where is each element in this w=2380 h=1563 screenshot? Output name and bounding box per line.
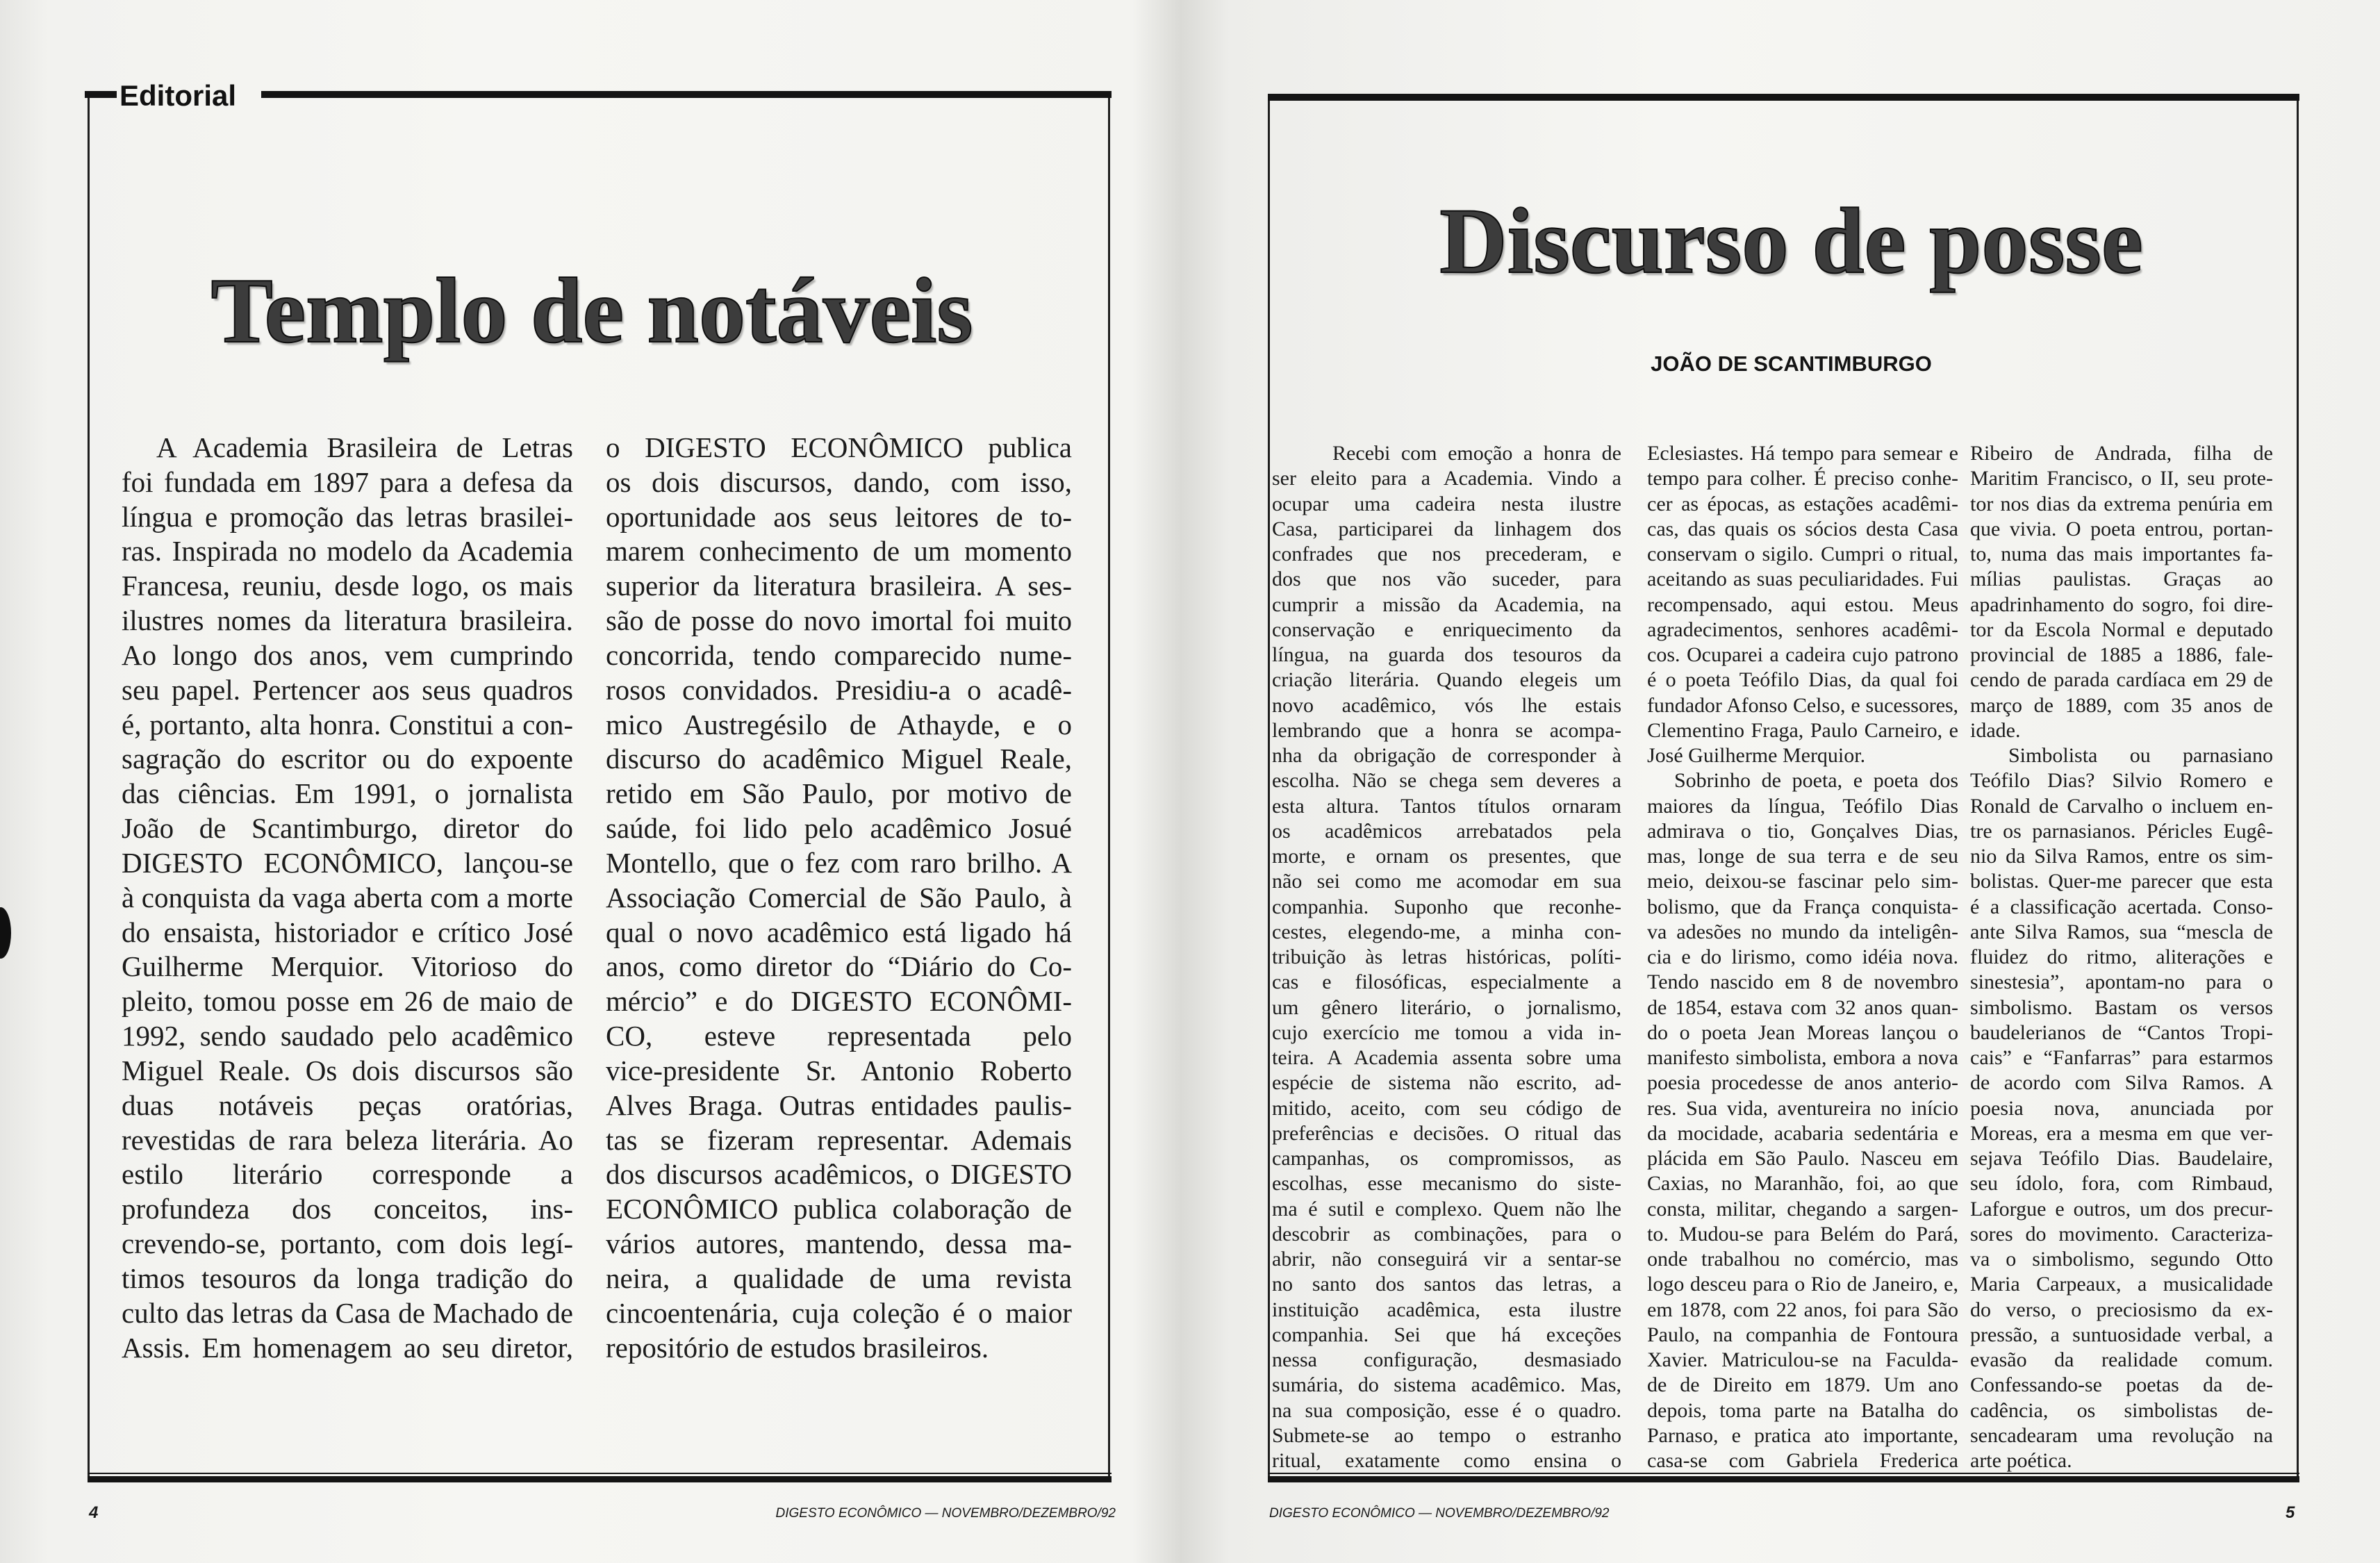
- text-line: ras. Inspirada no modelo da Academia: [122, 535, 573, 568]
- text-line: tribuição às letras históricas, políti-: [1272, 945, 1621, 968]
- text-line: Confessando-se poetas da de-: [1970, 1373, 2273, 1397]
- text-line: estilo literário corresponde a: [122, 1158, 573, 1191]
- text-line: sencadearam uma revolução na: [1970, 1423, 2273, 1447]
- text-line: mílias paulistas. Graças ao: [1970, 568, 2273, 591]
- text-line: Ao longo dos anos, vem cumprindo: [122, 638, 573, 671]
- text-line: neira, a qualidade de uma revista: [606, 1262, 1072, 1294]
- text-line: da mocidade, acabaria sedentária e: [1647, 1121, 1958, 1145]
- text-line: Paulo, na companhia de Fontoura: [1647, 1323, 1958, 1346]
- text-line: Eclesiastes. Há tempo para semear e: [1647, 442, 1958, 465]
- text-line: duas notáveis peças oratórias,: [122, 1089, 573, 1121]
- paragraph: [1970, 441, 2273, 743]
- text-line: março de 1889, com 35 anos de: [1970, 693, 2273, 717]
- text-line: agradecimentos, senhores acadêmi-: [1647, 618, 1958, 641]
- text-line: Parnaso, e pratica ato importante,: [1647, 1423, 1958, 1447]
- text-line: simbolismo. Bastam os versos: [1970, 995, 2273, 1019]
- text-line: bolismo, que da França conquista-: [1647, 895, 1958, 918]
- text-line: Moreas, era a mesma em que ver-: [1970, 1121, 2273, 1145]
- text-line: cais” e “Fanfarras” para estarmos: [1970, 1046, 2273, 1069]
- text-line: do verso, o preciosismo da ex-: [1970, 1298, 2273, 1321]
- text-line: cincoentenária, cuja coleção é o maior: [606, 1296, 1072, 1329]
- text-line: saúde, foi lido pelo acadêmico Josué: [606, 812, 1072, 845]
- text-line: mico Austregésilo de Athayde, e o: [606, 708, 1072, 741]
- text-line: rosos convidados. Presidiu-a o acadê-: [606, 673, 1072, 706]
- text-line: marem conhecimento de um momento: [606, 535, 1072, 568]
- text-line: recompensado, aqui estou. Meus: [1647, 593, 1958, 616]
- text-line: cia e do lirismo, como idéia nova.: [1647, 945, 1958, 968]
- text-line: dos que nos vão suceder, para: [1272, 568, 1621, 591]
- text-line: Simbolista ou parnasiano: [2008, 744, 2273, 767]
- text-line: não sei como me acomodar em sua: [1272, 870, 1621, 893]
- text-line: fluidez do ritmo, aliterações e: [1970, 945, 2273, 968]
- text-line: oportunidade aos seus leitores de to-: [606, 500, 1072, 533]
- text-line: de acordo com Silva Ramos. A: [1970, 1071, 2273, 1095]
- article-column-2: [1647, 441, 1958, 1473]
- text-line: consta, militar, chegando a sargen-: [1647, 1197, 1958, 1221]
- text-line: Submete-se ao tempo o estranho: [1272, 1423, 1621, 1447]
- text-line: ritual, exatamente como ensina o: [1272, 1449, 1621, 1472]
- text-line: revestidas de rara beleza literária. Ao: [122, 1123, 573, 1156]
- text-line: qual o novo acadêmico está ligado há: [606, 916, 1072, 948]
- text-line: Maritim Francisco, o II, seu prote-: [1970, 467, 2273, 490]
- text-line: José Guilherme Merquior.: [1647, 744, 1866, 767]
- text-line: mitido, aceito, com seu código de: [1272, 1096, 1621, 1120]
- text-line: escolha. Não se chega sem deveres a: [1272, 769, 1621, 793]
- text-line: à conquista da vaga aberta com a morte: [122, 881, 573, 913]
- text-line: repositório de estudos brasileiros.: [606, 1331, 989, 1364]
- text-line: conservam o sigilo. Cumpri o ritual,: [1647, 543, 1958, 565]
- text-line: idade.: [1970, 718, 2021, 742]
- header-rule-left: [85, 91, 117, 98]
- text-line: onde trabalhou no comércio, mas: [1647, 1248, 1958, 1271]
- text-line: conservação e enriquecimento da: [1272, 618, 1621, 641]
- text-line: logo desceu para o Rio de Janeiro, e,: [1647, 1273, 1958, 1296]
- text-line: Recebi com emoção a honra de: [1332, 442, 1621, 465]
- text-line: dos discursos acadêmicos, o DIGESTO: [606, 1158, 1072, 1191]
- text-line: cas e filosóficas, especialmente a: [1272, 970, 1621, 994]
- text-line: cendo de parada cardíaca em 29 de: [1970, 668, 2273, 692]
- author-byline: JOÃO DE SCANTIMBURGO: [1651, 352, 1932, 376]
- text-line: língua e promoção das letras brasilei-: [122, 500, 573, 533]
- text-line: casa-se com Gabriela Frederica: [1647, 1449, 1958, 1472]
- text-line: tre os parnasianos. Péricles Eugê-: [1970, 819, 2273, 843]
- text-line: foi fundada em 1897 para a defesa da: [122, 465, 573, 498]
- article-column-1: [1272, 441, 1621, 1473]
- text-line: Ronald de Carvalho o incluem en-: [1970, 794, 2273, 818]
- frame-left-border: [1268, 101, 1270, 1477]
- text-line: profundeza dos conceitos, ins-: [122, 1193, 573, 1225]
- text-line: esta altura. Tantos títulos ornaram: [1272, 794, 1621, 818]
- text-line: crevendo-se, portanto, com dois legí-: [122, 1227, 573, 1260]
- text-line: fundador Afonso Celso, e sucessores,: [1647, 693, 1958, 717]
- text-line: tor da Escola Normal e deputado: [1970, 618, 2273, 641]
- text-line: manifesto simbolista, embora a nova: [1647, 1046, 1958, 1069]
- text-line: mércio” e do DIGESTO ECONÔMI-: [606, 985, 1072, 1018]
- text-line: poesia procedesse de anos anterio-: [1647, 1071, 1958, 1095]
- text-line: cestes, elegendo-me, a minha con-: [1272, 920, 1621, 943]
- text-line: tas se fizeram representar. Ademais: [606, 1123, 1072, 1156]
- text-line: Ribeiro de Andrada, filha de: [1970, 442, 2273, 465]
- text-line: superior da literatura brasileira. A ses-: [606, 570, 1072, 602]
- text-line: Casa, participarei da linhagem dos: [1272, 517, 1621, 540]
- text-line: instituição acadêmica, esta ilustre: [1272, 1298, 1621, 1321]
- text-line: Tendo nascido em 8 de novembro: [1647, 970, 1958, 994]
- binder-hole-shadow: [0, 907, 11, 959]
- text-line: Miguel Reale. Os dois discursos são: [122, 1054, 573, 1086]
- text-line: são de posse do novo imortal foi muito: [606, 604, 1072, 637]
- text-line: do ensaista, historiador e crítico José: [122, 916, 573, 948]
- text-line: sinestesia”, apontam-no para o: [1970, 970, 2273, 994]
- frame-right-border: [1108, 98, 1110, 1477]
- text-line: Teófilo Dias? Silvio Romero e: [1970, 769, 2273, 793]
- text-line: arte poética.: [1970, 1449, 2072, 1472]
- text-line: Guilherme Merquior. Vitorioso do: [122, 950, 573, 983]
- text-line: Laforgue e outros, um dos precur-: [1970, 1197, 2273, 1221]
- text-line: seu ídolo, fora, com Rimbaud,: [1970, 1172, 2273, 1196]
- text-line: companhia. Sei que há exceções: [1272, 1323, 1621, 1346]
- text-line: das ciências. Em 1991, o jornalista: [122, 777, 573, 810]
- text-line: to. Mudou-se para Belém do Pará,: [1647, 1222, 1958, 1246]
- text-line: tempo para colher. É preciso conhe-: [1647, 467, 1958, 490]
- text-line: o DIGESTO ECONÔMICO publica: [606, 431, 1072, 463]
- text-line: res. Sua vida, aventureira no início: [1647, 1096, 1958, 1120]
- paragraph: [1647, 768, 1958, 1473]
- text-line: no santo dos santos das letras, a: [1272, 1273, 1621, 1296]
- editorial-column-2: [606, 431, 1072, 1365]
- header-rule-right: [261, 91, 1112, 98]
- article-title: Discurso de posse: [1439, 190, 2143, 293]
- footer-rule-thick: [88, 1476, 1112, 1482]
- text-line: ECONÔMICO publica colaboração de: [606, 1193, 1072, 1225]
- text-line: CO, esteve representada pelo: [606, 1020, 1072, 1052]
- text-line: os dois discursos, dando, com isso,: [606, 465, 1072, 498]
- text-line: Alves Braga. Outras entidades paulis-: [606, 1089, 1072, 1121]
- text-line: Maria Carpeaux, a musicalidade: [1970, 1273, 2273, 1296]
- text-line: de de Direito em 1879. Um ano: [1647, 1373, 1958, 1397]
- text-line: campanhas, os compromissos, as: [1272, 1147, 1621, 1170]
- text-line: escolhas, esse mecanismo do siste-: [1272, 1172, 1621, 1196]
- text-line: cujo exercício me tomou a vida in-: [1272, 1020, 1621, 1044]
- text-line: companhia. Suponho que reconhe-: [1272, 895, 1621, 918]
- text-line: na sua composição, esse é o quadro.: [1272, 1398, 1621, 1422]
- text-line: maiores da língua, Teófilo Dias: [1647, 794, 1958, 818]
- text-line: preferências e decisões. O ritual das: [1272, 1121, 1621, 1145]
- text-line: Associação Comercial de São Paulo, à: [606, 881, 1072, 913]
- footer-rule-thin: [1268, 1473, 2299, 1474]
- text-line: discurso do acadêmico Miguel Reale,: [606, 743, 1072, 775]
- text-line: língua, na guarda dos tesouros da: [1272, 643, 1621, 666]
- editorial-title: Templo de notáveis: [210, 259, 973, 362]
- text-line: cumprir a missão da Academia, na: [1272, 593, 1621, 616]
- text-line: ser eleito para a Academia. Vindo a: [1272, 467, 1621, 490]
- text-line: Francesa, reuniu, desde logo, os mais: [122, 570, 573, 602]
- text-line: de 1854, estava com 32 anos quan-: [1647, 995, 1958, 1019]
- text-line: mas, longe de sua terra e de seu: [1647, 845, 1958, 868]
- article-column-3: [1970, 441, 2273, 1473]
- text-line: do o poeta Jean Moreas lançou o: [1647, 1020, 1958, 1044]
- editorial-column-1: [122, 431, 573, 1365]
- text-line: concorrida, tendo comparecido nume-: [606, 638, 1072, 671]
- text-line: 1992, sendo saudado pelo acadêmico: [122, 1020, 573, 1052]
- text-line: meio, deixou-se fascinar pelo sim-: [1647, 870, 1958, 893]
- text-line: Xavier. Matriculou-se na Faculda-: [1647, 1348, 1958, 1371]
- text-line: cos. Ocuparei a cadeira cujo patrono: [1647, 643, 1958, 666]
- text-line: abrir, não conseguirá vir a sentar-se: [1272, 1248, 1621, 1271]
- text-line: vários autores, mantendo, dessa ma-: [606, 1227, 1072, 1260]
- text-line: um gênero literário, o jornalismo,: [1272, 995, 1621, 1019]
- text-line: pleito, tomou posse em 26 de maio de: [122, 985, 573, 1018]
- text-line: ocupar uma cadeira nesta ilustre: [1272, 492, 1621, 515]
- text-line: timos tesouros da longa tradição do: [122, 1262, 573, 1294]
- text-line: plácida em São Paulo. Nasceu em: [1647, 1147, 1958, 1170]
- text-line: Montello, que o fez com raro brilho. A: [606, 846, 1072, 879]
- text-line: Sobrinho de poeta, e poeta dos: [1674, 769, 1958, 793]
- text-line: admirava o tio, Gonçalves Dias,: [1647, 819, 1958, 843]
- text-line: é o poeta Teófilo Dias, da qual foi: [1647, 668, 1958, 692]
- text-line: teira. A Academia assenta sobre uma: [1272, 1046, 1621, 1069]
- text-line: lembrando que a honra se acompa-: [1272, 718, 1621, 742]
- text-line: vice-presidente Sr. Antonio Roberto: [606, 1054, 1072, 1086]
- text-line: ilustres nomes da literatura brasileira.: [122, 604, 573, 637]
- paragraph: [1970, 743, 2273, 1473]
- text-line: é a classificação acertada. Conso-: [1970, 895, 2273, 918]
- text-line: nha da obrigação de corresponder à: [1272, 744, 1621, 767]
- text-line: Assis. Em homenagem ao seu diretor,: [122, 1331, 573, 1364]
- text-line: poesia nova, anunciada por: [1970, 1096, 2273, 1120]
- text-line: sumária, do sistema acadêmico. Mas,: [1272, 1373, 1621, 1397]
- text-line: Caxias, no Maranhão, foi, ao que: [1647, 1172, 1958, 1196]
- text-line: seu papel. Pertencer aos seus quadros: [122, 673, 573, 706]
- text-line: confrades que nos precederam, e: [1272, 543, 1621, 565]
- text-line: sores do movimento. Caracteriza-: [1970, 1222, 2273, 1246]
- paragraph: [1272, 441, 1621, 1473]
- text-line: ma é sutil e complexo. Quem não lhe: [1272, 1197, 1621, 1221]
- text-line: DIGESTO ECONÔMICO, lançou-se: [122, 846, 573, 879]
- text-line: tor nos dias da extrema penúria em: [1970, 492, 2273, 515]
- text-line: ante Silva Ramos, sua “mescla de: [1970, 920, 2273, 943]
- text-line: va adesões no mundo da inteligên-: [1647, 920, 1958, 943]
- text-line: criação literária. Quando elegeis um: [1272, 668, 1621, 692]
- text-line: depois, toma parte na Batalha do: [1647, 1398, 1958, 1422]
- paragraph: [122, 431, 573, 1365]
- text-line: novo acadêmico, vós lhe estais: [1272, 693, 1621, 717]
- text-line: cas, das quais os sócios desta Casa: [1647, 517, 1958, 540]
- text-line: provincial de 1885 a 1886, fale-: [1970, 643, 2273, 666]
- text-line: é, portanto, alta honra. Constitui a con-: [122, 708, 573, 741]
- page-number: 5: [2286, 1503, 2295, 1522]
- text-line: bolistas. Quer-me parecer que esta: [1970, 870, 2273, 893]
- publication-footer: DIGESTO ECONÔMICO — NOVEMBRO/DEZEMBRO/92: [1269, 1506, 1610, 1521]
- text-line: retido em São Paulo, por motivo de: [606, 777, 1072, 810]
- text-line: sagração do escritor ou do expoente: [122, 743, 573, 775]
- text-line: Clementino Fraga, Paulo Carneiro, e: [1647, 718, 1958, 742]
- text-line: baudelerianos de “Cantos Tropi-: [1970, 1020, 2273, 1044]
- text-line: va o simbolismo, segundo Otto: [1970, 1248, 2273, 1271]
- paragraph: [1647, 441, 1958, 768]
- text-line: aceitando as suas peculiaridades. Fui: [1647, 568, 1958, 591]
- text-line: que vivia. O poeta entrou, portan-: [1970, 517, 2273, 540]
- text-line: A Academia Brasileira de Letras: [156, 431, 573, 463]
- text-line: cer as épocas, as estações acadêmi-: [1647, 492, 1958, 515]
- frame-right-border: [2297, 101, 2299, 1477]
- text-line: em 1878, com 22 anos, foi para São: [1647, 1298, 1958, 1321]
- page-number: 4: [89, 1503, 99, 1522]
- footer-rule-thick: [1268, 1476, 2299, 1482]
- text-line: João de Scantimburgo, diretor do: [122, 812, 573, 845]
- footer-rule-thin: [88, 1473, 1112, 1474]
- text-line: evasão da realidade comum.: [1970, 1348, 2273, 1371]
- section-label: Editorial: [119, 79, 237, 112]
- text-line: apadrinhamento do sogro, foi dire-: [1970, 593, 2273, 616]
- text-line: morte, e ornam os presentes, que: [1272, 845, 1621, 868]
- text-line: nessa configuração, desmasiado: [1272, 1348, 1621, 1371]
- text-line: descobrir as combinações, para o: [1272, 1222, 1621, 1246]
- header-rule: [1268, 94, 2299, 101]
- text-line: espécie de sistema não escrito, ad-: [1272, 1071, 1621, 1095]
- text-line: cadência, os simbolistas de-: [1970, 1398, 2273, 1422]
- text-line: culto das letras da Casa de Machado de: [122, 1296, 573, 1329]
- text-line: to, numa das mais importantes fa-: [1970, 543, 2273, 565]
- publication-footer: DIGESTO ECONÔMICO — NOVEMBRO/DEZEMBRO/92: [775, 1506, 1116, 1521]
- text-line: pressão, a suntuosidade verbal, a: [1970, 1323, 2273, 1346]
- text-line: nio da Silva Ramos, entre os sim-: [1970, 845, 2273, 868]
- text-line: os acadêmicos arrebatados pela: [1272, 819, 1621, 843]
- text-line: anos, como diretor do “Diário do Co-: [606, 950, 1072, 983]
- paragraph: [606, 431, 1072, 1365]
- text-line: sejava Teófilo Dias. Baudelaire,: [1970, 1147, 2273, 1170]
